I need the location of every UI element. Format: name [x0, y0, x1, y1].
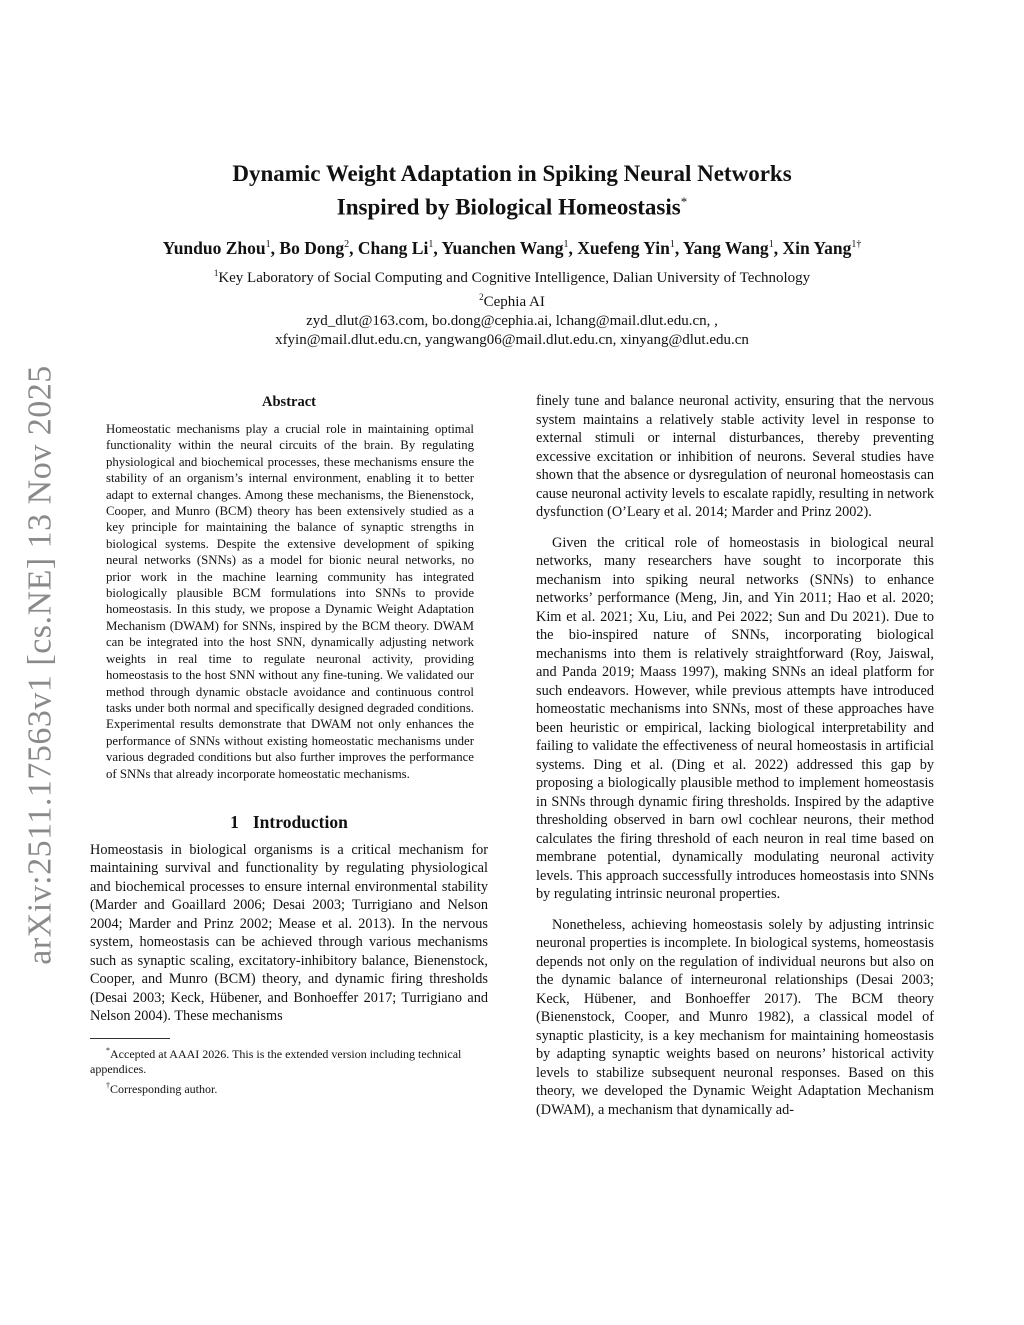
abstract-heading: Abstract: [262, 394, 316, 410]
title-line-2: [100, 188, 924, 222]
body-paragraph-1: finely tune and balance neuronal activity, ensuring that the nervous system maintains a relatively stable activity level in response to external stimuli or internal disturbances, thereby preventing excessive excitation or inhibition of neurons. Several studies have shown that the absence or dysregulation of neuronal homeostasis can cause neuronal activity levels to escalate rapidly, resulting in network dysfunction (O’Leary et al. 2014; Marder and Prinz 2002).: [536, 393, 934, 520]
section-number: 1: [230, 811, 239, 832]
author: Yuanchen Wang$^1$,: [441, 237, 578, 258]
intro-paragraph-1: Homeostasis in biological organisms is a critical mechanism for maintaining survival and functionality by regulating physiological and biochemical processes to ensure internal environmental stability (Marder and Goaillard 2006; Desai 2003; Turrigiano and Nelson 2004; Marder and Prinz 2002; Mease et al. 2013). In the nervous system, homeostasis can be achieved through various mechanisms such as synaptic scaling, excitatory-inhibitory balance, Bienenstock, Cooper, and Munro (BCM) theory, and dynamic firing thresholds (Desai 2003; Keck, Hübener, and Bonhoeffer 2017; Turrigiano and Nelson 2004). These mechanisms: [90, 841, 488, 1025]
author: Xuefeng Yin$^1$,: [577, 237, 683, 258]
affiliation-2: $^2$Cephia AI: [479, 292, 545, 310]
emails-line-2: xfyin@mail.dlut.edu.cn, yangwang06@mail.dlut.edu.cn, xinyang@dlut.edu.cn: [275, 332, 749, 348]
footnote-2: †Corresponding author.: [106, 1080, 218, 1096]
footnote-divider: [90, 1038, 170, 1039]
title-line-1: Dynamic Weight Adaptation in Spiking Neural Networks: [232, 161, 792, 186]
author: Yunduo Zhou$^1$,: [162, 237, 280, 258]
footnote-1: *Accepted at AAAI 2026. This is the extended version including technical appendices.: [90, 1045, 462, 1077]
author: Xin Yang$^{1\dagger}$: [782, 237, 862, 258]
arxiv-stamp-text: arXiv:2511.17563v1 [cs.NE] 13 Nov 2025: [22, 365, 60, 965]
author: Bo Dong$^2$,: [279, 237, 358, 258]
author: Yang Wang$^1$,: [682, 237, 783, 258]
affiliation-1: $^1$Key Laboratory of Social Computing and Cognitive Intelligence, Dalian University of Technology: [213, 268, 811, 286]
emails-line-1: zyd_dlut@163.com, bo.dong@cephia.ai, lchang@mail.dlut.edu.cn, ,: [306, 313, 718, 329]
arxiv-stamp: [16, 360, 66, 970]
author-list: [90, 234, 934, 259]
right-column: [536, 392, 934, 1119]
title-line-2-text: Inspired by Biological Homeostasis: [336, 194, 681, 220]
section-title-text: Introduction: [252, 811, 348, 832]
section-heading: [90, 812, 488, 833]
abstract-text: Homeostatic mechanisms play a crucial role in maintaining optimal functionality within the neural circuits of the brain. By regulating physiological and biochemical processes, these mechanisms ensure the stability of an organism’s internal environment, enabling it to better adapt to external changes. Among these mechanisms, the Bienenstock, Cooper, and Munro (BCM) theory has been extensively studied as a key principle for maintaining the balance of synaptic strengths in biological systems. Despite the extensive development of spiking neural networks (SNNs) as a model for bionic neural networks, no prior work in the machine learning community has integrated biologically plausible BCM formulations into SNNs to provide homeostasis. In this study, we propose a Dynamic Weight Adaptation Mechanism (DWAM) for SNNs, inspired by the BCM theory. DWAM can be integrated into the host SNN, dynamically adjusting network weights in real time to regulate neuronal activity, providing homeostasis to the host SNN without any fine-tuning. We validated our method through dynamic obstacle avoidance and continuous control tasks under both normal and specifically designed degraded conditions. Experimental results demonstrate that DWAM not only enhances the performance of SNNs without existing homeostatic mechanisms under various degraded conditions but also further improves the performance of SNNs that already incorporate homeostatic mechanisms.: [106, 422, 474, 781]
left-column: [90, 392, 488, 1097]
author: Chang Li$^1$,: [357, 237, 442, 258]
body-paragraph-2: Given the critical role of homeostasis in biological neural networks, many researchers have sought to incorporate this mechanism into spiking neural networks (SNNs) to enhance networks’ performance (Meng, Jin, and Yin 2011; Hao et al. 2020; Kim et al. 2021; Xu, Liu, and Pei 2022; Sun and Du 2021). Due to the bio-inspired nature of SNNs, incorporating biological mechanisms into them is relatively straightforward (Roy, Jaiswal, and Panda 2019; Maass 1997), making SNNs an ideal platform for such endeavors. However, while previous attempts have introduced homeostatic mechanisms into SNNs, most of these approaches have been heuristic or empirical, lacking biological interpretability and failing to validate the effectiveness of neural homeostasis in artificial systems. Ding et al. (Ding et al. 2022) addressed this gap by proposing a biologically plausible method to implement homeostasis in SNNs through dynamic firing thresholds. Inspired by the adaptive thresholding observed in barn owl cochlear neurons, their method calculates the firing threshold of each neuron in real time based on membrane potential, dynamically modulating neuronal activity levels. This approach successfully introduces homeostasis into SNNs by regulating intrinsic neuronal properties.: [536, 534, 934, 902]
title-footnote-mark: *: [680, 194, 688, 209]
body-paragraph-3: Nonetheless, achieving homeostasis solely by adjusting intrinsic neuronal properties is incomplete. In biological systems, homeostasis depends not only on the regulation of individual neurons but also on the dynamic balance of interneuronal relationships (Desai 2003; Keck, Hübener, and Bonhoeffer 2017). The BCM theory (Bienenstock, Cooper, and Munro 1982), a classical model of synaptic plasticity, is a key mechanism for maintaining homeostasis by adapting synaptic weights based on neurons’ historical activity levels to stabilize subsequent neuronal responses. Based on this theory, we developed the Dynamic Weight Adaptation Mechanism (DWAM), a mechanism that dynamically ad-: [536, 916, 934, 1118]
paper-title: [100, 160, 924, 222]
affiliations: [100, 264, 924, 350]
